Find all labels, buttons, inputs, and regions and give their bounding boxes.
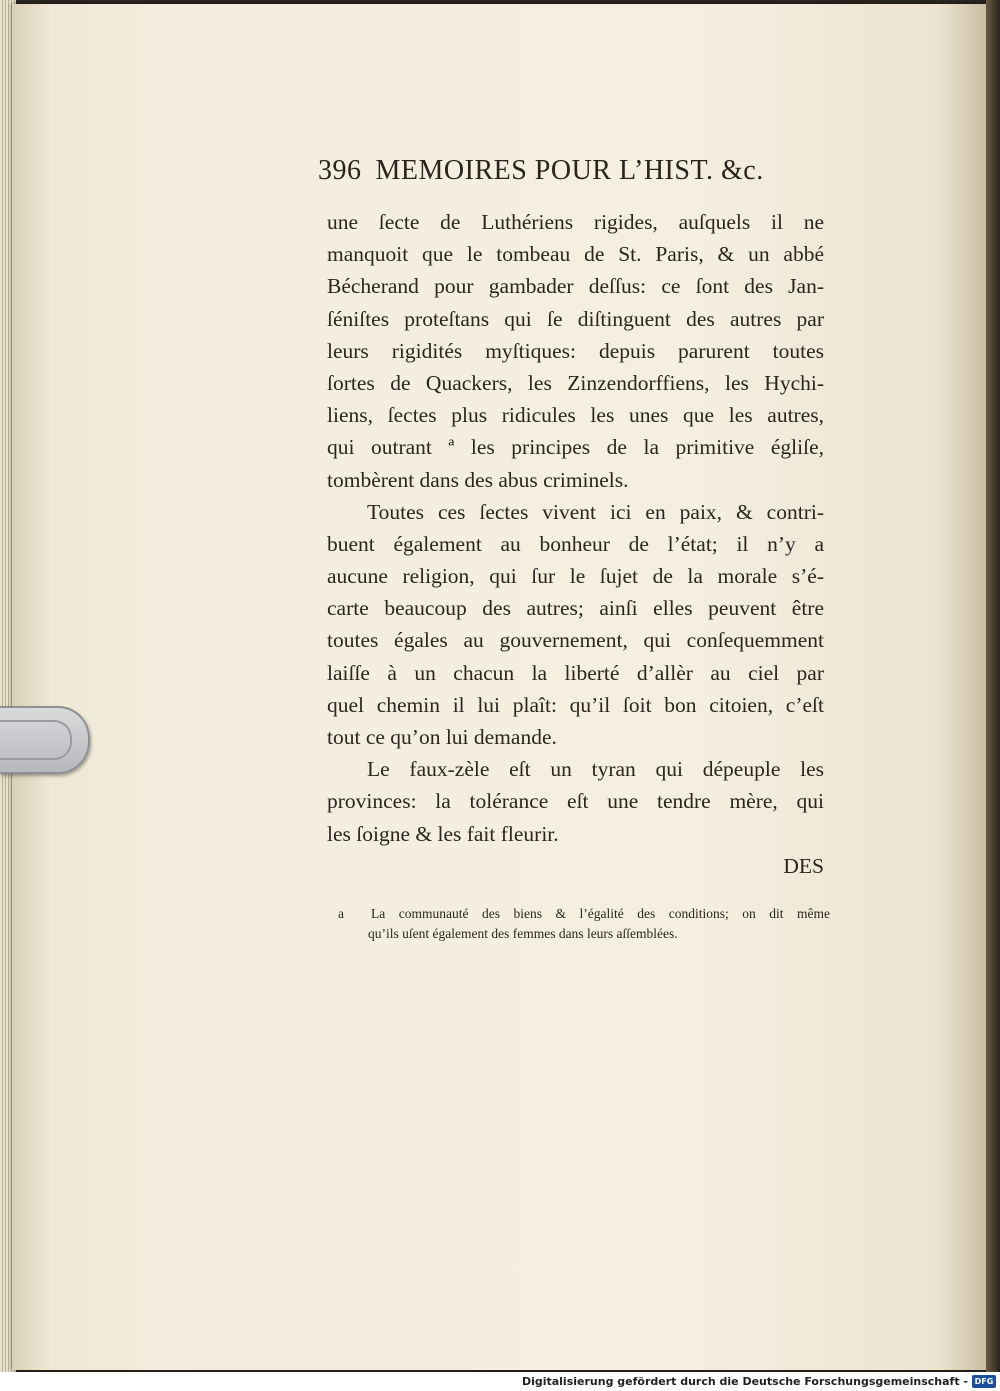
body-text: [327, 206, 824, 882]
text-line: toutes égales au gouvernement, qui conſequemment: [327, 628, 824, 653]
text-line: Le faux-zèle eſt un tyran qui dépeuple les: [367, 757, 824, 782]
footnote-line: [338, 904, 830, 924]
text-line: liens, ſectes plus ridicules les unes que les autres,: [327, 403, 824, 428]
text-line: qui outrant ª les principes de la primitive égliſe,: [327, 435, 824, 460]
text-line: ſéniſtes proteſtans qui ſe diſtinguent des autres par: [327, 306, 824, 331]
text-line: quel chemin il lui plaît: qu’il ſoit bon citoien, c’eſt: [327, 692, 824, 717]
footnote-text: La communauté des biens & l’égalité des conditions; on dit même: [371, 906, 830, 921]
footnote-marker: a: [338, 906, 344, 921]
book-gutter-shadow: [986, 0, 1000, 1372]
text-line: buent également au bonheur de l’état; il n’y a: [327, 531, 824, 556]
text-line: Bécherand pour gambader deſſus: ce ſont des Jan-: [327, 274, 824, 299]
text-line: carte beaucoup des autres; ainſi elles peuvent être: [327, 596, 824, 621]
digitization-footer: [0, 1372, 1000, 1391]
running-title: MEMOIRES POUR L’HIST. &c.: [375, 155, 764, 186]
catchword: DES: [783, 853, 824, 878]
text-line: manquoit que le tombeau de St. Paris, & un abbé: [327, 242, 824, 267]
text-line: Toutes ces ſectes vivent ici en paix, & contri-: [367, 499, 824, 524]
text-line: provinces: la tolérance eſt une tendre mère, qui: [327, 789, 824, 814]
footnote-line: qu’ils uſent également des femmes dans leurs aſſemblées.: [368, 926, 678, 941]
text-line: les ſoigne & les fait fleurir.: [327, 821, 559, 846]
text-line: une ſecte de Luthériens rigides, auſquels il ne: [327, 210, 824, 234]
text-line: tout ce qu’on lui demande.: [327, 725, 557, 749]
text-line: leurs rigidités myſtiques: depuis parurent toutes: [327, 338, 824, 363]
text-line: laiſſe à un chacun la liberté d’allèr au ciel par: [327, 660, 824, 685]
text-line: aucune religion, qui ſur le ſujet de la morale s’é-: [327, 564, 824, 589]
paper-clip-icon: [0, 706, 90, 774]
text-line: ſortes de Quackers, les Zinzendorffiens, les Hychi-: [327, 370, 824, 395]
text-line: tombèrent dans des abus criminels.: [327, 467, 629, 492]
dfg-logo-icon: DFG: [972, 1375, 996, 1388]
page-number: 396: [318, 155, 362, 186]
footnote: [338, 904, 830, 944]
funding-credit: Digitalisierung gefördert durch die Deutsche Forschungsgemeinschaft -: [521, 1375, 968, 1388]
running-header: [318, 155, 798, 187]
